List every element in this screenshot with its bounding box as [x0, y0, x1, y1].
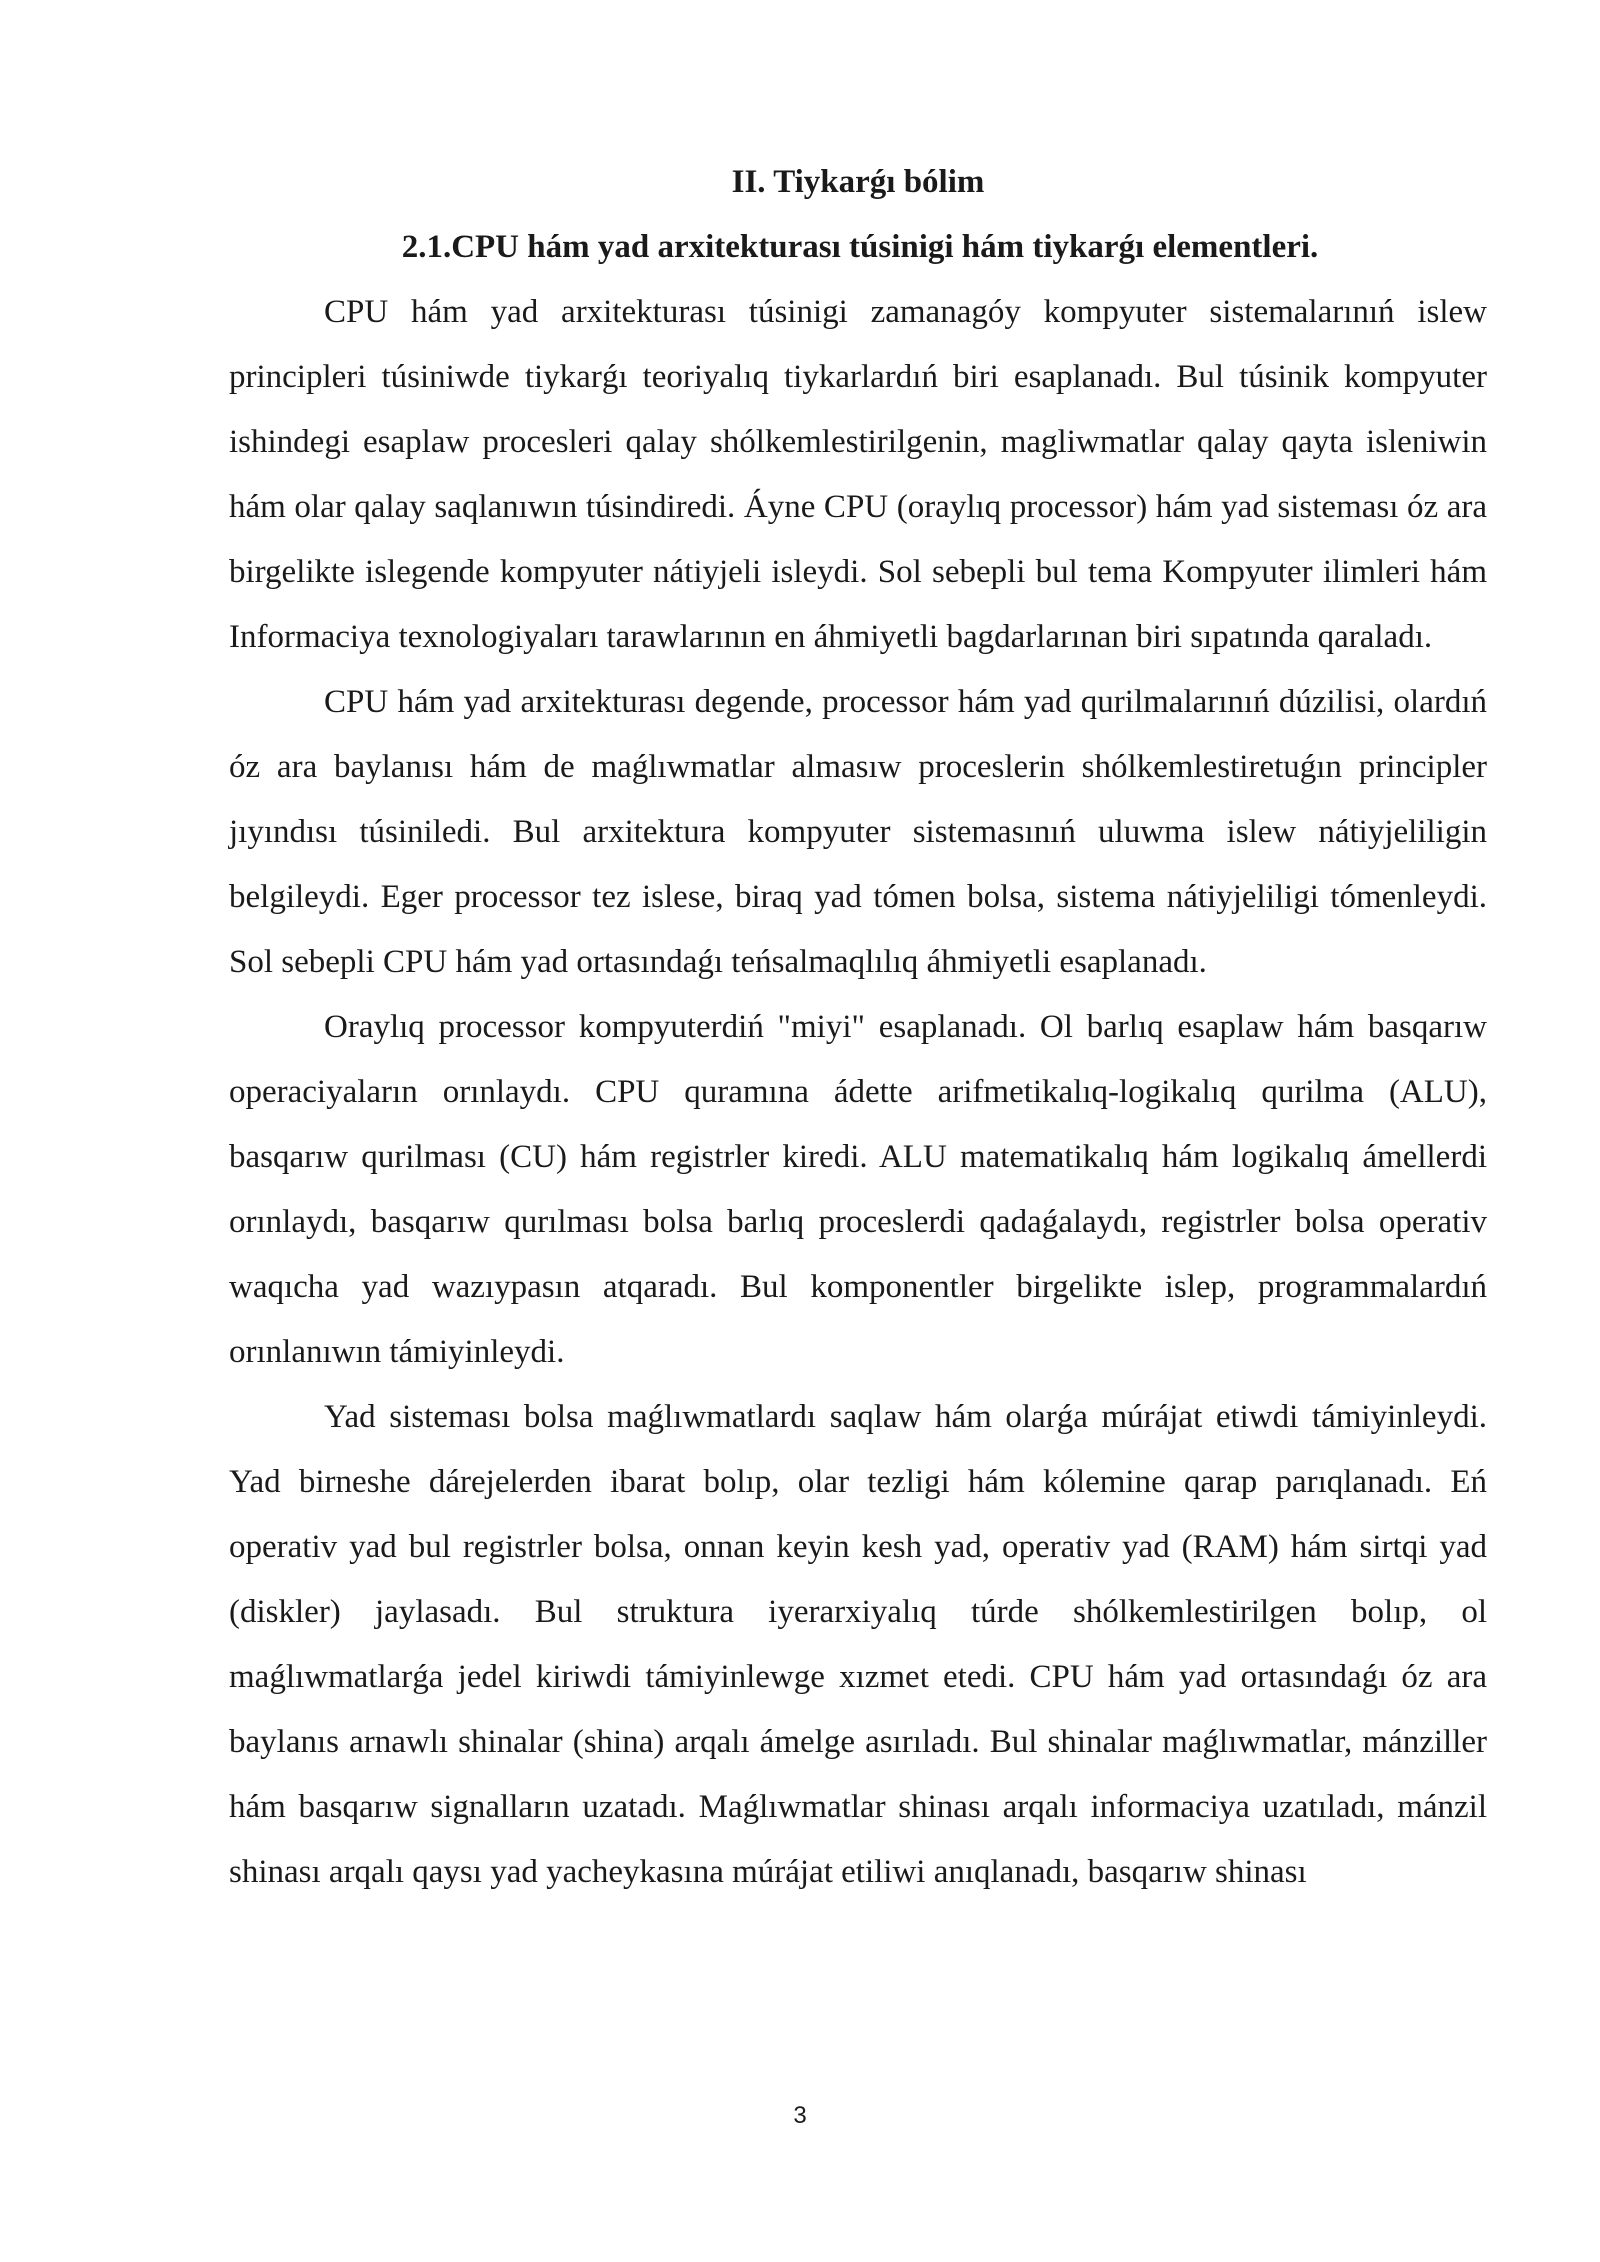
subsection-title: 2.1.CPU hám yad arxitekturası túsinigi hám tiykarǵı elementleri.	[401, 229, 1319, 265]
page-number: 3	[793, 2102, 807, 2129]
paragraph-4: Yad sisteması bolsa maǵlıwmatlardı saqlaw hám olarǵa múrájat etiwdi támiyinleydi. Yad birneshe dárejelerden ibarat bolıp, olar tezligi hám kólemine qarap parıqlanadı. Eń operativ yad bul registrler bolsa, onnan keyin kesh yad, operativ yad (RAM) hám sirtqi yad (diskler) jaylasadı. Bul struktura iyerarxiyalıq túrde shólkemlestirilgen bolıp, ol maǵlıwmatlarǵa jedel kiriwdi támiyinlewge xızmet etedi. CPU hám yad ortasındaǵı óz ara baylanıs arnawlı shinalar (shina) arqalı ámelge asırıladı. Bul shinalar maǵlıwmatlar, mánziller hám basqarıw signalların uzatadı. Maǵlıwmatlar shinası arqalı informaciya uzatıladı, mánzil shinası arqalı qaysı yad yacheykasına múrájat etiliwi anıqlanadı, basqarıw shinası	[229, 1399, 1487, 1890]
section-title: II. Tiykarǵı bólim	[731, 164, 985, 200]
paragraph-2: CPU hám yad arxitekturası degende, processor hám yad qurilmalarınıń dúzilisi, olardıń óz ara baylanısı hám de maǵlıwmatlar almasıw proceslerin shólkemlestiretuǵın principler jıyındısı túsiniledi. Bul arxitektura kompyuter sistemasınıń uluwma islew nátiyjeliligin belgileydi. Eger processor tez islese, biraq yad tómen bolsa, sistema nátiyjeliligi tómenleydi. Sol sebepli CPU hám yad ortasındaǵı teńsalmaqlılıq áhmiyetli esaplanadı.	[229, 684, 1487, 980]
paragraph-1: CPU hám yad arxitekturası túsinigi zamanagóy kompyuter sistemalarınıń islew principleri túsiniwde tiykarǵı teoriyalıq tiykarlardıń biri esaplanadı. Bul túsinik kompyuter ishindegi esaplaw procesleri qalay shólkemlestirilgenin, magliwmatlar qalay qayta isleniwin hám olar qalay saqlanıwın túsindiredi. Áyne CPU (oraylıq processor) hám yad sisteması óz ara birgelikte islegende kompyuter nátiyjeli isleydi. Sol sebepli bul tema Kompyuter ilimleri hám Informaciya texnologiyaları tarawlarının en áhmiyetli bagdarlarınan biri sıpatında qaraladı.	[229, 294, 1487, 655]
paragraph-3: Oraylıq processor kompyuterdiń "miyi" esaplanadı. Ol barlıq esaplaw hám basqarıw operaciyaların orınlaydı. CPU quramına ádette arifmetikalıq-logikalıq qurilma (ALU), basqarıw qurilması (CU) hám registrler kiredi. ALU matematikalıq hám logikalıq ámellerdi orınlaydı, basqarıw qurılması bolsa barlıq proceslerdi qadaǵalaydı, registrler bolsa operativ waqıcha yad wazıypasın atqaradı. Bul komponentler birgelikte islep, programmalardıń orınlanıwın támiyinleydi.	[229, 1009, 1487, 1370]
page-content	[229, 150, 1487, 1905]
